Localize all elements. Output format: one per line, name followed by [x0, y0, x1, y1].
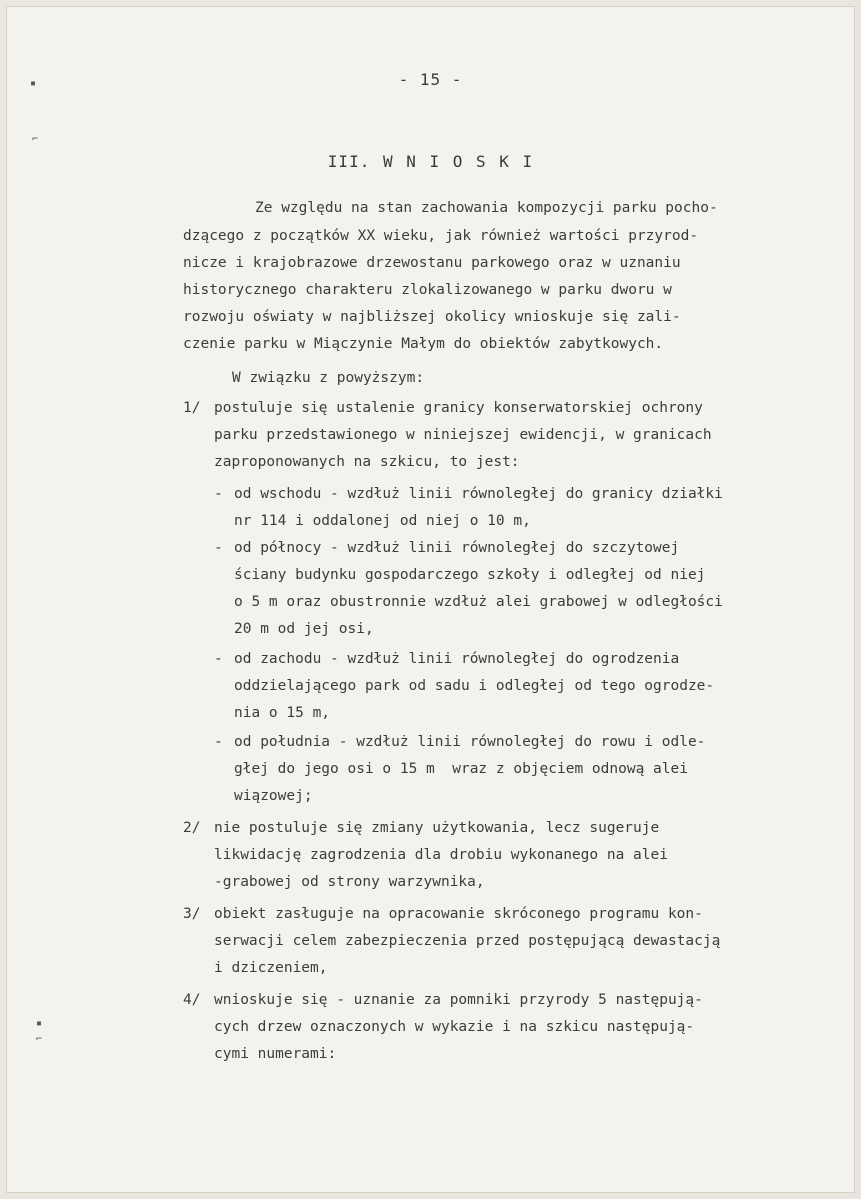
section-heading: III. W N I O S K I [327, 152, 534, 171]
dash-line: od południa - wzdłuż linii równoległej do rowu i odle- [234, 734, 706, 750]
item-line: parku przedstawionego w niniejszej ewidencji, w granicach [214, 427, 712, 443]
paragraph-line: czenie parku w Miączynie Małym do obiektów zabytkowych. [183, 336, 664, 352]
paragraph-line: rozwoju oświaty w najbliższej okolicy wnioskuje się zali- [183, 309, 681, 325]
dash-line: od wschodu - wzdłuż linii równoległej do granicy działki [234, 486, 723, 502]
item-line: nie postuluje się zmiany użytkowania, lecz sugeruje [214, 820, 660, 836]
scan-mark: ⌐ [36, 1034, 43, 1045]
dash-line: nr 114 i oddalonej od niej o 10 m, [234, 513, 531, 529]
dash-line: oddzielającego park od sadu i odległej od tego ogrodze- [234, 678, 715, 694]
item-line: obiekt zasługuje na opracowanie skróconego programu kon- [214, 906, 703, 922]
dash-line: o 5 m oraz obustronnie wzdłuż alei grabowej w odległości [234, 594, 723, 610]
item-line: serwacji celem zabezpieczenia przed postępującą dewastacją [214, 933, 721, 949]
scan-mark: ▪ [30, 78, 37, 89]
dash-line: ściany budynku gospodarczego szkoły i odległej od niej [234, 567, 706, 583]
item-line: likwidację zagrodzenia dla drobiu wykonanego na alei [214, 847, 668, 863]
item-line: zaproponowanych na szkicu, to jest: [214, 454, 520, 470]
dash-line: wiązowej; [234, 788, 313, 804]
dash-line: głej do jego osi o 15 m wraz z objęciem odnową alei [234, 761, 688, 777]
item-number: 1/ [183, 400, 201, 416]
scan-mark: ⌐ [32, 134, 39, 145]
dash-bullet: - [214, 486, 223, 502]
scan-mark: ▪ [36, 1018, 43, 1029]
item-number: 4/ [183, 992, 201, 1008]
paragraph-line: historycznego charakteru zlokalizowanego w parku dworu w [183, 282, 672, 298]
item-line: cych drzew oznaczonych w wykazie i na szkicu następują- [214, 1019, 695, 1035]
item-number: 2/ [183, 820, 201, 836]
dash-line: od północy - wzdłuż linii równoległej do szczytowej [234, 540, 680, 556]
intro-line: W związku z powyższym: [232, 370, 425, 386]
dash-bullet: - [214, 734, 223, 750]
item-line: wnioskuje się - uznanie za pomniki przyrody 5 następują- [214, 992, 703, 1008]
item-line: i dziczeniem, [214, 960, 328, 976]
dash-line: nia o 15 m, [234, 705, 331, 721]
item-line: cymi numerami: [214, 1046, 337, 1062]
paragraph-line: dzącego z początków XX wieku, jak również wartości przyrod- [183, 228, 699, 244]
item-line: postuluje się ustalenie granicy konserwatorskiej ochrony [214, 400, 703, 416]
item-number: 3/ [183, 906, 201, 922]
dash-bullet: - [214, 651, 223, 667]
page-number: - 15 - [398, 70, 463, 89]
item-line: -grabowej od strony warzywnika, [214, 874, 485, 890]
dash-line: od zachodu - wzdłuż linii równoległej do ogrodzenia [234, 651, 680, 667]
dash-bullet: - [214, 540, 223, 556]
paragraph-line: Ze względu na stan zachowania kompozycji parku pocho- [255, 200, 718, 216]
paragraph-line: nicze i krajobrazowe drzewostanu parkowego oraz w uznaniu [183, 255, 681, 271]
dash-line: 20 m od jej osi, [234, 621, 374, 637]
